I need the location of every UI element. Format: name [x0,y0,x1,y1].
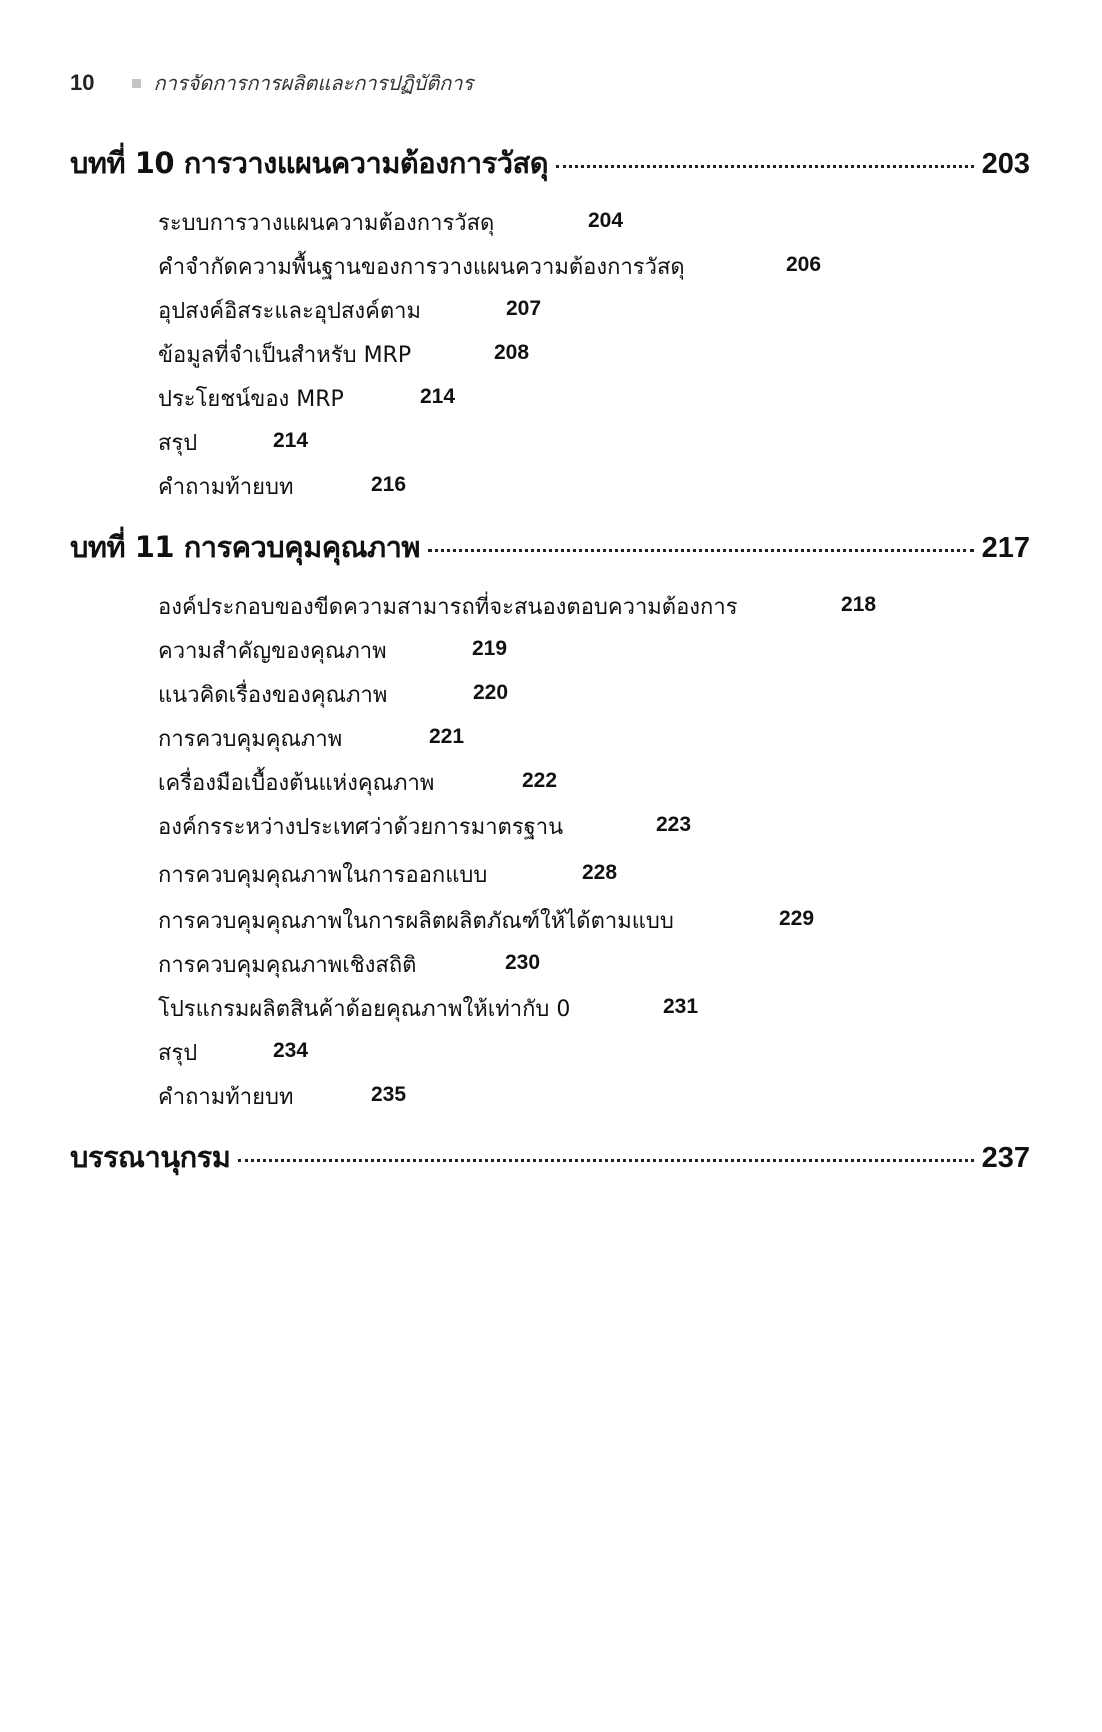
toc-entry[interactable] [158,293,542,327]
toc-entry[interactable] [158,381,456,415]
entry-page-number: 206 [786,253,822,276]
toc-chapter-11[interactable] [70,524,1030,564]
chapter-page-number: 203 [981,148,1030,180]
toc-entry[interactable] [158,1035,309,1069]
entry-page-number: 222 [522,769,558,792]
book-title: การจัดการการผลิตและการปฏิบัติการ [153,71,474,95]
dot-leader [238,1159,973,1162]
toc-entry[interactable] [158,721,465,755]
entry-title: เครื่องมือเบื้องต้นแห่งคุณภาพ [158,770,435,796]
entry-page-number: 221 [429,725,465,748]
entry-page-number: 214 [273,429,309,452]
toc-chapter-10[interactable] [70,140,1030,180]
bibliography-page-number: 237 [981,1142,1030,1174]
entry-page-number: 214 [420,385,456,408]
entry-page-number: 216 [371,473,407,496]
entry-title: การควบคุมคุณภาพในการออกแบบ [158,862,488,888]
toc-entry[interactable] [158,677,509,711]
entry-title: คำถามท้ายบท [158,474,294,500]
chapter-title: บทที่ 11 การควบคุมคุณภาพ [70,530,421,564]
toc-entry[interactable] [158,947,541,981]
bibliography-title: บรรณานุกรม [70,1140,231,1174]
bullet-square-icon [132,79,141,88]
toc-entry[interactable] [158,857,618,891]
entry-page-number: 219 [472,637,508,660]
entry-page-number: 204 [588,209,624,232]
entry-title: การควบคุมคุณภาพเชิงสถิติ [158,952,417,978]
toc-entry[interactable] [158,337,530,371]
entry-title: แนวคิดเรื่องของคุณภาพ [158,682,388,708]
toc-entry[interactable] [158,809,692,843]
entry-title: ประโยชน์ของ MRP [158,386,344,412]
toc-entry[interactable] [158,633,508,667]
entry-title: อุปสงค์อิสระและอุปสงค์ตาม [158,298,422,324]
entry-page-number: 235 [371,1083,407,1106]
entry-page-number: 229 [779,907,815,930]
entry-page-number: 218 [841,593,877,616]
entry-page-number: 208 [494,341,530,364]
toc-entry[interactable] [158,903,815,937]
toc-entry[interactable] [158,249,822,283]
entry-page-number: 207 [506,297,542,320]
toc-entry[interactable] [158,205,624,239]
entry-page-number: 223 [656,813,692,836]
toc-entry[interactable] [158,425,309,459]
entry-title: สรุป [158,1040,198,1066]
entry-page-number: 220 [473,681,509,704]
page-number: 10 [70,70,95,95]
entry-page-number: 230 [505,951,541,974]
entry-title: คำถามท้ายบท [158,1084,294,1110]
entry-title: โปรแกรมผลิตสินค้าด้อยคุณภาพให้เท่ากับ 0 [158,996,571,1022]
entry-title: คำจำกัดความพื้นฐานของการวางแผนความต้องการวัสดุ [158,254,685,280]
dot-leader [556,165,974,168]
entry-title: สรุป [158,430,198,456]
entry-title: องค์กรระหว่างประเทศว่าด้วยการมาตรฐาน [158,814,564,840]
entry-page-number: 231 [663,995,699,1018]
toc-bibliography[interactable] [70,1134,1030,1174]
dot-leader [428,549,974,552]
toc-entry[interactable] [158,765,558,799]
chapter-page-number: 217 [981,532,1030,564]
toc-entry[interactable] [158,1079,407,1113]
entry-page-number: 228 [582,861,618,884]
entry-title: การควบคุมคุณภาพในการผลิตผลิตภัณฑ์ให้ได้ตามแบบ [158,908,674,934]
toc-entry[interactable] [158,469,407,503]
entry-title: ระบบการวางแผนความต้องการวัสดุ [158,210,495,236]
entry-title: องค์ประกอบของขีดความสามารถที่จะสนองตอบความต้องการ [158,594,738,620]
toc-entry[interactable] [158,589,877,623]
chapter-title: บทที่ 10 การวางแผนความต้องการวัสดุ [70,146,549,180]
entry-title: การควบคุมคุณภาพ [158,726,343,752]
entry-title: ข้อมูลที่จำเป็นสำหรับ MRP [158,342,412,368]
entry-title: ความสำคัญของคุณภาพ [158,638,387,664]
toc-entry[interactable] [158,991,699,1025]
running-head [70,68,473,98]
entry-page-number: 234 [273,1039,309,1062]
